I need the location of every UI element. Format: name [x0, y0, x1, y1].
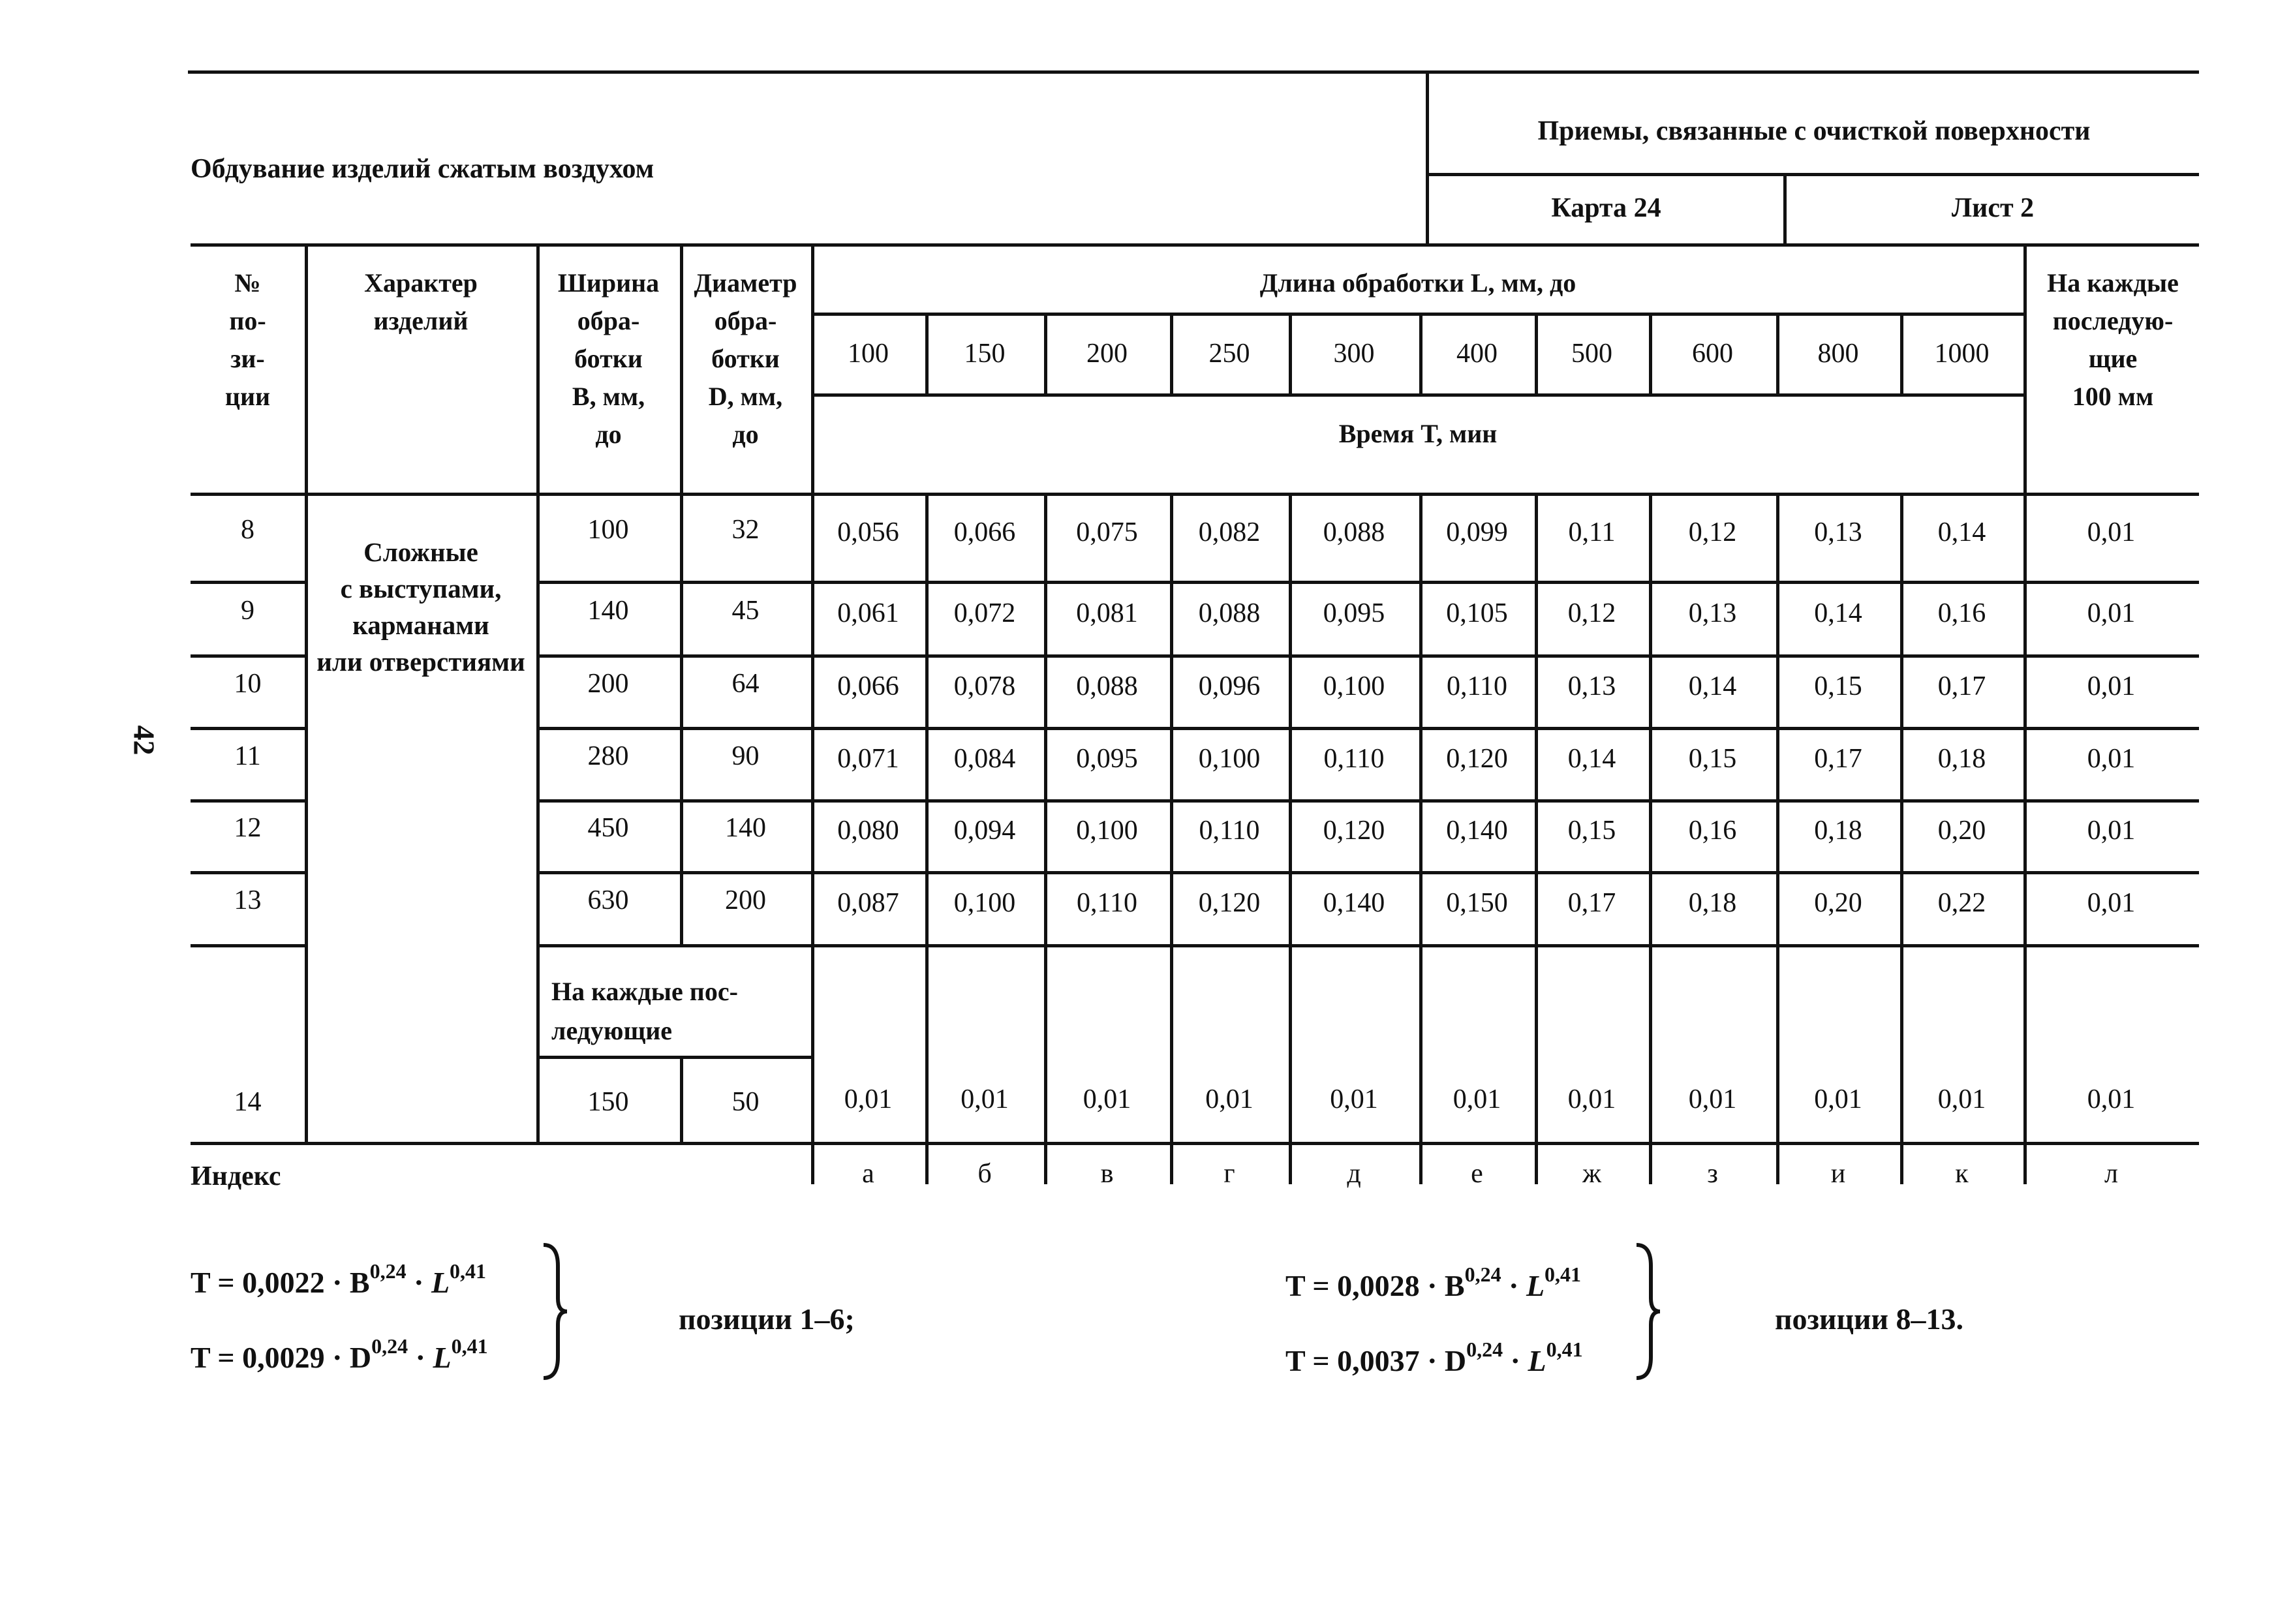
row-each-next: 0,01 — [2087, 671, 2136, 701]
time-value: 0,094 — [953, 816, 1016, 846]
time-value: 0,17 — [1937, 671, 1986, 701]
row-position: 12 — [234, 813, 262, 843]
row-width-b: 100 — [587, 514, 629, 545]
row-diameter-d: 32 — [731, 514, 760, 545]
character-cell: Сложные с выступами, карманами или отверстиями — [316, 537, 525, 677]
time-value: 0,087 — [837, 888, 899, 918]
time-value: 0,120 — [1198, 888, 1261, 918]
rule-width-diameter-body — [680, 493, 683, 944]
index-letter-е: е — [1471, 1159, 1483, 1189]
table-top-rule — [191, 243, 2199, 247]
formula-right-note: позиции 8–13. — [1775, 1302, 1964, 1336]
time-value: 0,140 — [1323, 888, 1385, 918]
row-diameter-d: 200 — [725, 885, 766, 915]
row14-diameter-d: 50 — [731, 1087, 760, 1117]
row-diameter-d: 140 — [725, 813, 766, 843]
time-value: 0,22 — [1937, 888, 1986, 918]
time-value: 0,16 — [1937, 598, 1986, 628]
time-value: 0,066 — [837, 671, 899, 701]
time-value: 0,061 — [837, 598, 899, 628]
time-value: 0,140 — [1446, 816, 1508, 846]
time-value: 0,075 — [1076, 517, 1138, 547]
row14-time-value: 0,01 — [1453, 1084, 1501, 1114]
row14-time-value: 0,01 — [1083, 1084, 1131, 1114]
row14-each-next: 0,01 — [2087, 1084, 2136, 1114]
index-letter-з: з — [1707, 1159, 1718, 1189]
time-value: 0,20 — [1937, 816, 1986, 846]
column-header-time: Время T, мин — [1338, 419, 1498, 448]
time-value: 0,080 — [837, 816, 899, 846]
time-value: 0,14 — [1688, 671, 1737, 701]
time-value: 0,16 — [1688, 816, 1737, 846]
formula-right-2: T = 0,0037 · D$^{0,24}$ · L$^{0,41}$ — [1285, 1338, 1583, 1377]
length-header-600: 600 — [1692, 339, 1733, 369]
index-letter-и: и — [1830, 1159, 1846, 1189]
row14-time-value: 0,01 — [961, 1084, 1009, 1114]
row-each-next: 0,01 — [2087, 816, 2136, 846]
row-position: 9 — [241, 595, 254, 626]
length-header-250: 250 — [1208, 339, 1250, 369]
length-header-200: 200 — [1086, 339, 1128, 369]
lengths-row-rule — [811, 393, 2023, 397]
time-value: 0,110 — [1077, 888, 1137, 918]
row-position: 10 — [234, 668, 262, 699]
time-value: 0,13 — [1814, 517, 1862, 547]
column-header-length: Длина обработки L, мм, до — [1259, 268, 1576, 298]
time-value: 0,110 — [1447, 671, 1507, 701]
column-header-each-next: На каждые последую- щие 100 мм — [2047, 268, 2179, 411]
time-value: 0,12 — [1688, 517, 1737, 547]
row-separator — [536, 799, 2199, 803]
time-value: 0,096 — [1198, 671, 1261, 701]
length-header-500: 500 — [1571, 339, 1612, 369]
column-header-character: Характер изделий — [364, 268, 478, 335]
card-number: Карта 24 — [1551, 193, 1661, 223]
row-each-next: 0,01 — [2087, 517, 2136, 547]
time-value: 0,100 — [953, 888, 1016, 918]
time-value: 0,088 — [1076, 671, 1138, 701]
row-diameter-d: 90 — [731, 741, 760, 771]
time-value: 0,072 — [953, 598, 1016, 628]
time-value: 0,17 — [1814, 743, 1862, 774]
index-letter-г: г — [1223, 1159, 1235, 1189]
time-value: 0,11 — [1568, 517, 1616, 547]
time-value: 0,081 — [1076, 598, 1138, 628]
document-title: Обдувание изделий сжатым воздухом — [191, 154, 654, 184]
time-value: 0,066 — [953, 517, 1016, 547]
rule-after-position — [305, 243, 308, 1142]
header-mid-rule — [1426, 173, 2199, 176]
length-header-rule — [811, 313, 2023, 316]
time-value: 0,082 — [1198, 517, 1261, 547]
time-value: 0,18 — [1688, 888, 1737, 918]
index-letter-д: д — [1347, 1159, 1361, 1189]
index-letter-ж: ж — [1582, 1159, 1602, 1189]
index-letter-в: в — [1100, 1159, 1114, 1189]
length-header-800: 800 — [1817, 339, 1859, 369]
row14-time-value: 0,01 — [1567, 1084, 1616, 1114]
rule-before-each-next — [2023, 243, 2027, 1184]
row14-time-value: 0,01 — [1205, 1084, 1253, 1114]
time-value: 0,18 — [1937, 743, 1986, 774]
time-value: 0,13 — [1688, 598, 1737, 628]
row-separator — [536, 871, 2199, 874]
row14-time-value: 0,01 — [1688, 1084, 1737, 1114]
row-separator — [536, 654, 2199, 658]
time-value: 0,084 — [953, 743, 1016, 774]
row-separator — [536, 581, 2199, 584]
row-separator — [191, 727, 305, 730]
row-each-next: 0,01 — [2087, 888, 2136, 918]
sheet-number: Лист 2 — [1951, 193, 2035, 223]
time-value: 0,095 — [1323, 598, 1385, 628]
length-header-150: 150 — [964, 339, 1006, 369]
index-letter-б: б — [977, 1159, 992, 1189]
formula-right-1: T = 0,0028 · B$^{0,24}$ · L$^{0,41}$ — [1285, 1263, 1582, 1302]
table-head-bottom-rule — [191, 493, 2199, 496]
row14-position: 14 — [234, 1087, 262, 1117]
page-number: 42 — [127, 725, 161, 756]
time-value: 0,120 — [1446, 743, 1508, 774]
length-header-300: 300 — [1333, 339, 1375, 369]
time-value: 0,088 — [1198, 598, 1261, 628]
time-value: 0,099 — [1446, 517, 1508, 547]
index-letter-к: к — [1955, 1159, 1969, 1189]
time-value: 0,095 — [1076, 743, 1138, 774]
row-diameter-d: 45 — [731, 595, 760, 626]
row-each-next: 0,01 — [2087, 598, 2136, 628]
time-value: 0,078 — [953, 671, 1016, 701]
time-value: 0,20 — [1814, 888, 1862, 918]
time-value: 0,15 — [1814, 671, 1862, 701]
row-separator — [191, 581, 305, 584]
formula-left-2: T = 0,0029 · D$^{0,24}$ · L$^{0,41}$ — [191, 1334, 488, 1374]
time-value: 0,105 — [1446, 598, 1508, 628]
row-separator — [191, 799, 305, 803]
row-position: 11 — [234, 741, 261, 771]
row14-time-value: 0,01 — [1330, 1084, 1378, 1114]
column-header-diameter: Диаметр обра- ботки D, мм, до — [694, 268, 797, 449]
row-width-b: 280 — [587, 741, 629, 771]
time-value: 0,15 — [1688, 743, 1737, 774]
row14-time-value: 0,01 — [844, 1084, 893, 1114]
length-header-1000: 1000 — [1934, 339, 1990, 369]
column-header-width: Ширина обра- ботки B, мм, до — [557, 268, 660, 449]
time-value: 0,12 — [1567, 598, 1616, 628]
row-width-b: 200 — [587, 668, 629, 699]
table-body-bottom-rule — [191, 1142, 2199, 1145]
time-value: 0,088 — [1323, 517, 1385, 547]
time-value: 0,13 — [1567, 671, 1616, 701]
brace-right — [1631, 1240, 1664, 1383]
time-value: 0,110 — [1199, 816, 1260, 846]
index-letter-л: л — [2104, 1159, 2118, 1189]
time-value: 0,056 — [837, 517, 899, 547]
row-separator — [191, 944, 305, 947]
row-separator — [191, 871, 305, 874]
rule-after-width-head — [680, 243, 683, 493]
row-separator — [536, 944, 2199, 947]
time-value: 0,110 — [1323, 743, 1385, 774]
row-diameter-d: 64 — [731, 668, 760, 699]
brace-left — [538, 1240, 571, 1383]
length-header-400: 400 — [1456, 339, 1498, 369]
time-value: 0,15 — [1567, 816, 1616, 846]
row-width-b: 450 — [587, 813, 629, 843]
index-label: Индекс — [191, 1161, 281, 1191]
row-width-b: 140 — [587, 595, 629, 626]
row14-time-value: 0,01 — [1814, 1084, 1862, 1114]
row-separator — [191, 654, 305, 658]
row-position: 8 — [241, 514, 254, 545]
time-value: 0,14 — [1814, 598, 1862, 628]
time-value: 0,17 — [1567, 888, 1616, 918]
row-each-next: 0,01 — [2087, 743, 2136, 774]
row14-time-value: 0,01 — [1937, 1084, 1986, 1114]
time-value: 0,100 — [1198, 743, 1261, 774]
time-value: 0,100 — [1076, 816, 1138, 846]
formula-left-1: T = 0,0022 · B$^{0,24}$ · L$^{0,41}$ — [191, 1259, 487, 1299]
row-width-b: 630 — [587, 885, 629, 915]
rule-after-diameter — [811, 243, 814, 1184]
row-position: 13 — [234, 885, 262, 915]
time-value: 0,100 — [1323, 671, 1385, 701]
time-value: 0,071 — [837, 743, 899, 774]
row-separator — [536, 727, 2199, 730]
time-value: 0,120 — [1323, 816, 1385, 846]
section-title: Приемы, связанные с очисткой поверхности — [1537, 116, 2091, 146]
row14-label: На каждые пос- ледующие — [551, 977, 738, 1045]
time-value: 0,14 — [1567, 743, 1616, 774]
column-header-position: № по- зи- ции — [224, 268, 271, 411]
time-value: 0,18 — [1814, 816, 1862, 846]
header-top-rule — [188, 70, 2199, 74]
row14-label-rule — [536, 1056, 811, 1059]
formula-left-note: позиции 1–6; — [679, 1302, 855, 1336]
index-letter-а: а — [862, 1159, 874, 1189]
time-value: 0,150 — [1446, 888, 1508, 918]
time-value: 0,14 — [1937, 517, 1986, 547]
row14-width-b: 150 — [587, 1087, 629, 1117]
length-header-100: 100 — [848, 339, 889, 369]
